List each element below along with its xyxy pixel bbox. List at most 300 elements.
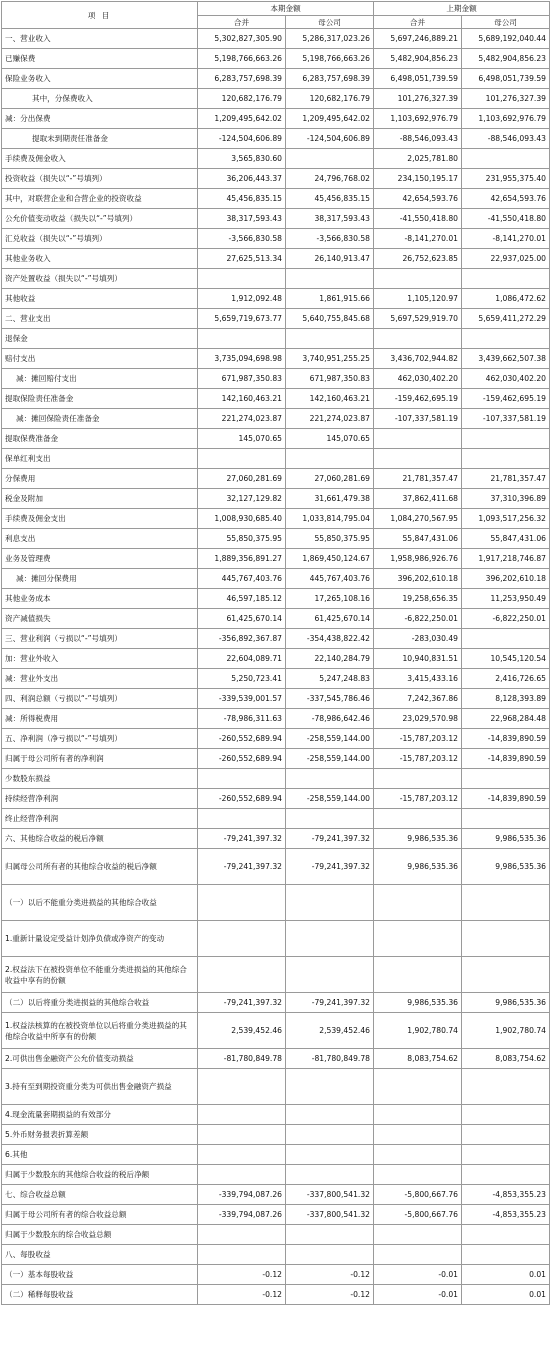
- row-label: 七、综合收益总额: [2, 1185, 198, 1205]
- current-consolidated-cell: -79,241,397.32: [198, 849, 286, 885]
- current-consolidated-cell: -339,794,087.26: [198, 1185, 286, 1205]
- table-row: [2, 309, 550, 329]
- current-parent-cell: -337,800,541.32: [286, 1185, 374, 1205]
- current-consolidated-header: 合并: [198, 16, 286, 29]
- table-row: [2, 169, 550, 189]
- prior-parent-cell: [462, 269, 550, 289]
- current-consolidated-cell: -81,780,849.78: [198, 1049, 286, 1069]
- prior-consolidated-cell: -5,800,667.76: [374, 1205, 462, 1225]
- current-consolidated-cell: 27,060,281.69: [198, 469, 286, 489]
- prior-period-header: 上期金额: [374, 2, 550, 16]
- prior-consolidated-cell: [374, 329, 462, 349]
- prior-consolidated-cell: [374, 1225, 462, 1245]
- prior-parent-cell: [462, 449, 550, 469]
- table-row: [2, 749, 550, 769]
- current-consolidated-cell: 120,682,176.79: [198, 89, 286, 109]
- current-consolidated-cell: -339,539,001.57: [198, 689, 286, 709]
- current-parent-cell: [286, 149, 374, 169]
- table-row: [2, 1105, 550, 1125]
- current-parent-cell: -258,559,144.00: [286, 789, 374, 809]
- row-label: 公允价值变动收益（损失以“-”号填列）: [2, 209, 198, 229]
- current-parent-cell: 5,286,317,023.26: [286, 29, 374, 49]
- row-label: 税金及附加: [2, 489, 198, 509]
- prior-consolidated-cell: -107,337,581.19: [374, 409, 462, 429]
- table-row: [2, 957, 550, 993]
- current-consolidated-cell: 1,008,930,685.40: [198, 509, 286, 529]
- prior-parent-cell: 101,276,327.39: [462, 89, 550, 109]
- current-parent-cell: -124,504,606.89: [286, 129, 374, 149]
- current-parent-cell: 45,456,835.15: [286, 189, 374, 209]
- prior-consolidated-cell: 21,781,357.47: [374, 469, 462, 489]
- row-label: 减：营业外支出: [2, 669, 198, 689]
- table-row: [2, 289, 550, 309]
- current-consolidated-cell: 221,274,023.87: [198, 409, 286, 429]
- prior-consolidated-cell: 2,025,781.80: [374, 149, 462, 169]
- table-row: [2, 469, 550, 489]
- prior-consolidated-cell: -0.01: [374, 1265, 462, 1285]
- prior-parent-cell: 11,253,950.49: [462, 589, 550, 609]
- current-consolidated-cell: [198, 269, 286, 289]
- current-consolidated-cell: -260,552,689.94: [198, 729, 286, 749]
- table-row: [2, 729, 550, 749]
- prior-parent-cell: 8,128,393.89: [462, 689, 550, 709]
- current-parent-cell: -81,780,849.78: [286, 1049, 374, 1069]
- prior-parent-cell: 5,659,411,272.29: [462, 309, 550, 329]
- current-consolidated-cell: 2,539,452.46: [198, 1013, 286, 1049]
- current-parent-cell: 26,140,913.47: [286, 249, 374, 269]
- row-label: 退保金: [2, 329, 198, 349]
- table-row: [2, 29, 550, 49]
- table-row: [2, 629, 550, 649]
- table-row: [2, 189, 550, 209]
- prior-consolidated-cell: [374, 269, 462, 289]
- current-consolidated-cell: -78,986,311.63: [198, 709, 286, 729]
- current-consolidated-cell: 6,283,757,698.39: [198, 69, 286, 89]
- current-parent-cell: 31,661,479.38: [286, 489, 374, 509]
- prior-consolidated-cell: -6,822,250.01: [374, 609, 462, 629]
- table-row: [2, 1245, 550, 1265]
- prior-parent-cell: [462, 1069, 550, 1105]
- table-row: [2, 369, 550, 389]
- prior-parent-cell: -14,839,890.59: [462, 729, 550, 749]
- current-consolidated-cell: 36,206,443.37: [198, 169, 286, 189]
- row-label: 少数股东损益: [2, 769, 198, 789]
- prior-consolidated-cell: [374, 885, 462, 921]
- prior-parent-cell: 5,689,192,040.44: [462, 29, 550, 49]
- prior-parent-cell: -14,839,890.59: [462, 789, 550, 809]
- row-label: 4.现金流量套期损益的有效部分: [2, 1105, 198, 1125]
- table-row: [2, 569, 550, 589]
- current-parent-cell: 1,861,915.66: [286, 289, 374, 309]
- current-parent-cell: 5,198,766,663.26: [286, 49, 374, 69]
- row-label: 其他收益: [2, 289, 198, 309]
- current-consolidated-cell: [198, 957, 286, 993]
- current-consolidated-cell: 671,987,350.83: [198, 369, 286, 389]
- row-label: 其他业务成本: [2, 589, 198, 609]
- prior-consolidated-cell: 1,902,780.74: [374, 1013, 462, 1049]
- prior-consolidated-cell: 7,242,367.86: [374, 689, 462, 709]
- current-parent-cell: -79,241,397.32: [286, 993, 374, 1013]
- prior-parent-cell: 0.01: [462, 1285, 550, 1305]
- row-label: 资产减值损失: [2, 609, 198, 629]
- row-label: 加：营业外收入: [2, 649, 198, 669]
- prior-parent-cell: -4,853,355.23: [462, 1185, 550, 1205]
- current-consolidated-cell: 22,604,089.71: [198, 649, 286, 669]
- table-row: [2, 149, 550, 169]
- prior-parent-cell: [462, 769, 550, 789]
- prior-parent-cell: 9,986,535.36: [462, 849, 550, 885]
- current-parent-cell: 27,060,281.69: [286, 469, 374, 489]
- table-row: [2, 1185, 550, 1205]
- current-parent-cell: [286, 1125, 374, 1145]
- current-consolidated-cell: [198, 1145, 286, 1165]
- prior-consolidated-cell: [374, 957, 462, 993]
- row-label: 八、每股收益: [2, 1245, 198, 1265]
- table-row: [2, 549, 550, 569]
- prior-consolidated-cell: 5,697,246,889.21: [374, 29, 462, 49]
- prior-parent-cell: 1,093,517,256.32: [462, 509, 550, 529]
- table-row: [2, 1125, 550, 1145]
- current-parent-cell: [286, 1069, 374, 1105]
- current-parent-cell: [286, 1245, 374, 1265]
- current-parent-cell: 142,160,463.21: [286, 389, 374, 409]
- prior-consolidated-cell: 1,958,986,926.76: [374, 549, 462, 569]
- table-row: [2, 69, 550, 89]
- current-parent-cell: 145,070.65: [286, 429, 374, 449]
- table-row: [2, 649, 550, 669]
- row-label: 保险业务收入: [2, 69, 198, 89]
- prior-parent-cell: [462, 809, 550, 829]
- current-parent-cell: [286, 957, 374, 993]
- table-row: [2, 1225, 550, 1245]
- row-label: 6.其他: [2, 1145, 198, 1165]
- row-label: 终止经营净利润: [2, 809, 198, 829]
- prior-parent-cell: 3,439,662,507.38: [462, 349, 550, 369]
- table-row: [2, 49, 550, 69]
- row-label: 手续费及佣金收入: [2, 149, 198, 169]
- row-label: 手续费及佣金支出: [2, 509, 198, 529]
- current-consolidated-cell: 5,250,723.41: [198, 669, 286, 689]
- prior-parent-cell: [462, 1225, 550, 1245]
- current-parent-cell: 24,796,768.02: [286, 169, 374, 189]
- current-consolidated-cell: 5,659,719,673.77: [198, 309, 286, 329]
- table-row: [2, 249, 550, 269]
- row-label: （一）以后不能重分类进损益的其他综合收益: [2, 885, 198, 921]
- prior-parent-cell: 22,937,025.00: [462, 249, 550, 269]
- current-consolidated-cell: 5,302,827,305.90: [198, 29, 286, 49]
- current-consolidated-cell: 55,850,375.95: [198, 529, 286, 549]
- current-parent-cell: [286, 885, 374, 921]
- current-consolidated-cell: 61,425,670.14: [198, 609, 286, 629]
- prior-parent-cell: 5,482,904,856.23: [462, 49, 550, 69]
- prior-consolidated-cell: 55,847,431.06: [374, 529, 462, 549]
- prior-parent-cell: 396,202,610.18: [462, 569, 550, 589]
- prior-parent-cell: [462, 1245, 550, 1265]
- prior-parent-cell: 0.01: [462, 1265, 550, 1285]
- current-parent-cell: [286, 1105, 374, 1125]
- current-consolidated-cell: -339,794,087.26: [198, 1205, 286, 1225]
- statement-body: [2, 29, 550, 1305]
- prior-parent-cell: 21,781,357.47: [462, 469, 550, 489]
- table-row: [2, 709, 550, 729]
- row-label: 归属于少数股东的其他综合收益的税后净额: [2, 1165, 198, 1185]
- current-parent-cell: -79,241,397.32: [286, 849, 374, 885]
- table-row: [2, 389, 550, 409]
- current-parent-cell: 1,869,450,124.67: [286, 549, 374, 569]
- row-label: 1.权益法核算的在被投资单位以后将重分类进损益的其他综合收益中所享有的份额: [2, 1013, 198, 1049]
- prior-parent-cell: [462, 1125, 550, 1145]
- table-row: [2, 529, 550, 549]
- prior-parent-cell: [462, 429, 550, 449]
- current-parent-cell: [286, 329, 374, 349]
- row-label: 投资收益（损失以“-”号填列）: [2, 169, 198, 189]
- current-consolidated-cell: [198, 1125, 286, 1145]
- row-label: 减：所得税费用: [2, 709, 198, 729]
- row-label: 二、营业支出: [2, 309, 198, 329]
- current-consolidated-cell: 32,127,129.82: [198, 489, 286, 509]
- prior-consolidated-cell: [374, 769, 462, 789]
- prior-parent-cell: [462, 1165, 550, 1185]
- current-consolidated-cell: 445,767,403.76: [198, 569, 286, 589]
- row-label: 归属于母公司所有者的净利润: [2, 749, 198, 769]
- row-label: 六、其他综合收益的税后净额: [2, 829, 198, 849]
- current-parent-cell: -337,545,786.46: [286, 689, 374, 709]
- prior-consolidated-cell: [374, 449, 462, 469]
- current-consolidated-cell: 145,070.65: [198, 429, 286, 449]
- prior-parent-cell: [462, 885, 550, 921]
- current-consolidated-cell: [198, 921, 286, 957]
- table-row: [2, 329, 550, 349]
- prior-consolidated-cell: 234,150,195.17: [374, 169, 462, 189]
- prior-consolidated-cell: [374, 1105, 462, 1125]
- row-label: 5.外币财务报表折算差额: [2, 1125, 198, 1145]
- current-consolidated-cell: [198, 885, 286, 921]
- prior-consolidated-cell: 1,105,120.97: [374, 289, 462, 309]
- prior-consolidated-cell: -88,546,093.43: [374, 129, 462, 149]
- row-label: 四、利润总额（亏损以“-”号填列）: [2, 689, 198, 709]
- prior-parent-cell: 42,654,593.76: [462, 189, 550, 209]
- prior-parent-cell: 9,986,535.36: [462, 993, 550, 1013]
- row-label: 提取保费准备金: [2, 429, 198, 449]
- current-consolidated-cell: 45,456,835.15: [198, 189, 286, 209]
- prior-parent-cell: [462, 629, 550, 649]
- prior-consolidated-cell: 9,986,535.36: [374, 849, 462, 885]
- row-label: 减：摊回赔付支出: [2, 369, 198, 389]
- prior-consolidated-cell: 37,862,411.68: [374, 489, 462, 509]
- current-consolidated-cell: -260,552,689.94: [198, 749, 286, 769]
- current-consolidated-cell: 27,625,513.34: [198, 249, 286, 269]
- current-consolidated-cell: [198, 329, 286, 349]
- current-consolidated-cell: [198, 769, 286, 789]
- table-row: [2, 229, 550, 249]
- current-consolidated-cell: 5,198,766,663.26: [198, 49, 286, 69]
- row-label: 其中，分保费收入: [2, 89, 198, 109]
- table-row: [2, 429, 550, 449]
- current-parent-cell: 221,274,023.87: [286, 409, 374, 429]
- prior-parent-cell: [462, 1145, 550, 1165]
- prior-consolidated-header: 合并: [374, 16, 462, 29]
- prior-parent-cell: [462, 1105, 550, 1125]
- prior-parent-cell: 6,498,051,739.59: [462, 69, 550, 89]
- current-parent-cell: 22,140,284.79: [286, 649, 374, 669]
- table-row: [2, 129, 550, 149]
- row-label: 2.权益法下在被投资单位不能重分类进损益的其他综合收益中享有的份额: [2, 957, 198, 993]
- prior-parent-cell: 231,955,375.40: [462, 169, 550, 189]
- row-label: 归属于母公司所有者的综合收益总额: [2, 1205, 198, 1225]
- row-label: 减：摊回分保费用: [2, 569, 198, 589]
- current-parent-cell: 445,767,403.76: [286, 569, 374, 589]
- row-label: 分保费用: [2, 469, 198, 489]
- prior-consolidated-cell: 3,415,433.16: [374, 669, 462, 689]
- prior-parent-cell: 462,030,402.20: [462, 369, 550, 389]
- prior-consolidated-cell: -159,462,695.19: [374, 389, 462, 409]
- table-row: [2, 849, 550, 885]
- prior-consolidated-cell: 396,202,610.18: [374, 569, 462, 589]
- current-consolidated-cell: 142,160,463.21: [198, 389, 286, 409]
- current-parent-cell: -0.12: [286, 1265, 374, 1285]
- prior-consolidated-cell: 1,084,270,567.95: [374, 509, 462, 529]
- current-consolidated-cell: -0.12: [198, 1285, 286, 1305]
- prior-consolidated-cell: 1,103,692,976.79: [374, 109, 462, 129]
- prior-parent-cell: 22,968,284.48: [462, 709, 550, 729]
- prior-consolidated-cell: 9,986,535.36: [374, 829, 462, 849]
- current-parent-cell: 1,209,495,642.02: [286, 109, 374, 129]
- prior-consolidated-cell: 6,498,051,739.59: [374, 69, 462, 89]
- prior-parent-cell: 1,917,218,746.87: [462, 549, 550, 569]
- prior-consolidated-cell: [374, 1069, 462, 1105]
- table-row: [2, 769, 550, 789]
- prior-parent-cell: 2,416,726.65: [462, 669, 550, 689]
- prior-consolidated-cell: [374, 1165, 462, 1185]
- prior-consolidated-cell: -0.01: [374, 1285, 462, 1305]
- current-consolidated-cell: -3,566,830.58: [198, 229, 286, 249]
- prior-consolidated-cell: -15,787,203.12: [374, 729, 462, 749]
- current-consolidated-cell: 1,889,356,891.27: [198, 549, 286, 569]
- table-row: [2, 589, 550, 609]
- prior-consolidated-cell: -15,787,203.12: [374, 789, 462, 809]
- current-consolidated-cell: -356,892,367.87: [198, 629, 286, 649]
- prior-parent-cell: -6,822,250.01: [462, 609, 550, 629]
- current-consolidated-cell: [198, 449, 286, 469]
- current-parent-cell: [286, 769, 374, 789]
- prior-consolidated-cell: -8,141,270.01: [374, 229, 462, 249]
- table-row: [2, 789, 550, 809]
- row-label: 已赚保费: [2, 49, 198, 69]
- table-row: [2, 1205, 550, 1225]
- current-consolidated-cell: [198, 1069, 286, 1105]
- current-parent-cell: 38,317,593.43: [286, 209, 374, 229]
- row-label: 汇兑收益（损失以“-”号填列）: [2, 229, 198, 249]
- prior-parent-cell: [462, 149, 550, 169]
- current-parent-cell: 17,265,108.16: [286, 589, 374, 609]
- table-row: [2, 609, 550, 629]
- prior-parent-cell: 9,986,535.36: [462, 829, 550, 849]
- prior-parent-cell: -107,337,581.19: [462, 409, 550, 429]
- current-parent-cell: [286, 1225, 374, 1245]
- table-row: [2, 993, 550, 1013]
- table-row: [2, 689, 550, 709]
- current-parent-cell: 2,539,452.46: [286, 1013, 374, 1049]
- table-row: [2, 89, 550, 109]
- current-consolidated-cell: -79,241,397.32: [198, 829, 286, 849]
- prior-parent-cell: 37,310,396.89: [462, 489, 550, 509]
- row-label: 1.重新计量设定受益计划净负债或净资产的变动: [2, 921, 198, 957]
- row-label: 业务及管理费: [2, 549, 198, 569]
- current-consolidated-cell: 46,597,185.12: [198, 589, 286, 609]
- prior-parent-cell: -8,141,270.01: [462, 229, 550, 249]
- prior-consolidated-cell: -15,787,203.12: [374, 749, 462, 769]
- prior-consolidated-cell: 101,276,327.39: [374, 89, 462, 109]
- row-label: 减：摊回保险责任准备金: [2, 409, 198, 429]
- current-parent-cell: [286, 809, 374, 829]
- row-label: 减：分出保费: [2, 109, 198, 129]
- current-consolidated-cell: [198, 809, 286, 829]
- current-consolidated-cell: 3,735,094,698.98: [198, 349, 286, 369]
- prior-consolidated-cell: [374, 1125, 462, 1145]
- row-label: 归属于少数股东的综合收益总额: [2, 1225, 198, 1245]
- current-parent-cell: -337,800,541.32: [286, 1205, 374, 1225]
- row-label: 赔付支出: [2, 349, 198, 369]
- row-label: 其他业务收入: [2, 249, 198, 269]
- prior-consolidated-cell: 42,654,593.76: [374, 189, 462, 209]
- row-label: 归属母公司所有者的其他综合收益的税后净额: [2, 849, 198, 885]
- row-label: 提取保险责任准备金: [2, 389, 198, 409]
- current-period-header: 本期金额: [198, 2, 374, 16]
- table-row: [2, 349, 550, 369]
- row-label: （二）以后将重分类进损益的其他综合收益: [2, 993, 198, 1013]
- current-consolidated-cell: [198, 1165, 286, 1185]
- item-column-header: 项 目: [2, 2, 198, 29]
- table-row: [2, 1265, 550, 1285]
- table-row: [2, 509, 550, 529]
- current-consolidated-cell: -79,241,397.32: [198, 993, 286, 1013]
- table-row: [2, 109, 550, 129]
- row-label: 提取未到期责任准备金: [2, 129, 198, 149]
- prior-consolidated-cell: [374, 429, 462, 449]
- prior-consolidated-cell: [374, 1245, 462, 1265]
- prior-consolidated-cell: [374, 1145, 462, 1165]
- table-row: [2, 1145, 550, 1165]
- prior-consolidated-cell: 5,697,529,919.70: [374, 309, 462, 329]
- current-parent-header: 母公司: [286, 16, 374, 29]
- prior-consolidated-cell: -41,550,418.80: [374, 209, 462, 229]
- row-label: 资产处置收益（损失以“-”号填列）: [2, 269, 198, 289]
- table-row: [2, 1165, 550, 1185]
- row-label: 持续经营净利润: [2, 789, 198, 809]
- current-parent-cell: 6,283,757,698.39: [286, 69, 374, 89]
- current-consolidated-cell: [198, 1225, 286, 1245]
- prior-consolidated-cell: 23,029,570.98: [374, 709, 462, 729]
- current-consolidated-cell: -0.12: [198, 1265, 286, 1285]
- prior-consolidated-cell: [374, 809, 462, 829]
- prior-parent-cell: [462, 921, 550, 957]
- current-parent-cell: [286, 269, 374, 289]
- current-parent-cell: 5,640,755,845.68: [286, 309, 374, 329]
- current-consolidated-cell: -260,552,689.94: [198, 789, 286, 809]
- table-row: [2, 829, 550, 849]
- prior-parent-cell: 1,103,692,976.79: [462, 109, 550, 129]
- current-parent-cell: 55,850,375.95: [286, 529, 374, 549]
- prior-consolidated-cell: 19,258,656.35: [374, 589, 462, 609]
- current-parent-cell: 1,033,814,795.04: [286, 509, 374, 529]
- row-label: 一、营业收入: [2, 29, 198, 49]
- prior-parent-cell: 55,847,431.06: [462, 529, 550, 549]
- current-parent-cell: [286, 1165, 374, 1185]
- current-parent-cell: -79,241,397.32: [286, 829, 374, 849]
- current-parent-cell: -3,566,830.58: [286, 229, 374, 249]
- current-parent-cell: -258,559,144.00: [286, 749, 374, 769]
- row-label: 保单红利支出: [2, 449, 198, 469]
